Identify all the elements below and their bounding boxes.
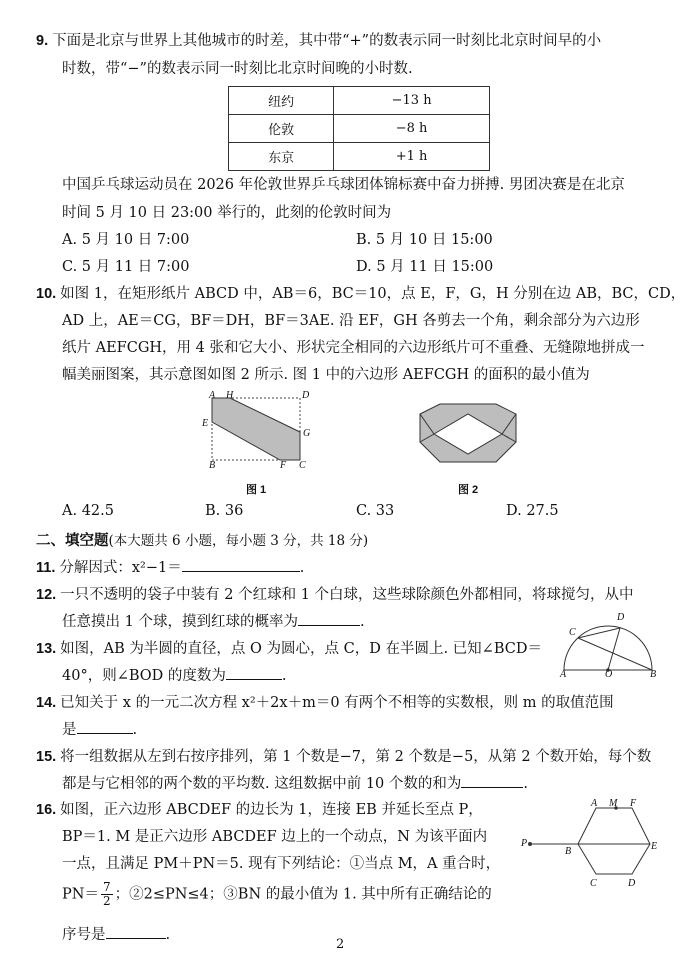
table-row [229, 115, 490, 143]
q13-text-2: 40°，则∠BOD 的度数为 [62, 668, 226, 684]
point-d-label: D [617, 612, 625, 623]
q15-line1 [36, 744, 651, 770]
city-cell: 东京 [229, 143, 334, 171]
city-cell: 伦敦 [229, 115, 334, 143]
q9-text-1: 下面是北京与世界上其他城市的时差，其中带“+”的数表示同一时刻比北京时间早的小 [52, 33, 602, 49]
q10-text-1: 如图 1，在矩形纸片 ABCD 中，AB＝6，BC＝10，点 E，F，G，H 分别在边 AB，BC，CD， [60, 286, 686, 302]
point-h-label: H [226, 390, 234, 401]
q10-line1 [36, 281, 685, 307]
q14-number: 14. [36, 695, 57, 711]
hexagon-aefcgh [212, 398, 300, 460]
q10-option-c[interactable]: C. 33 [356, 503, 395, 519]
point-a-label: A [591, 798, 598, 809]
segment-od [608, 628, 620, 670]
point-f-label: F [280, 460, 287, 471]
q9-option-a[interactable]: A. 5 月 10 日 7:00 [62, 232, 190, 248]
q11-text: 分解因式：x²−1＝ [59, 560, 182, 576]
q12-line1 [36, 582, 634, 608]
timezone-table [228, 86, 490, 171]
point-b-label: B [565, 846, 572, 857]
q14-text-1: 已知关于 x 的一元二次方程 x²＋2x＋m＝0 有两个不相等的实数根，则 m 的取值范围 [60, 695, 614, 711]
segment-cb [578, 638, 652, 670]
q9-number: 9. [36, 33, 49, 49]
figure-2-label: 图 2 [458, 484, 479, 496]
point-g-label: G [303, 428, 311, 439]
q14-answer-blank[interactable] [77, 719, 133, 734]
q15-answer-blank[interactable] [461, 773, 523, 788]
point-c-label: C [299, 460, 306, 471]
q9-line1 [36, 28, 601, 54]
q16-end: . [165, 927, 171, 943]
q11-answer-blank[interactable] [182, 557, 300, 572]
q9-line4: 时间 5 月 10 日 23:00 举行的，此刻的伦敦时间为 [62, 205, 392, 221]
table-row [229, 87, 490, 115]
point-o-label: O [605, 669, 613, 680]
q10-option-a[interactable]: A. 42.5 [62, 503, 114, 519]
q9-option-b[interactable]: B. 5 月 10 日 15:00 [356, 232, 493, 248]
q11-end: . [299, 560, 305, 576]
q10-line2: AD 上，AE＝CG，BF＝DH，BF＝3AE. 沿 EF，GH 各剪去一个角，剩余部分为六边形 [62, 313, 640, 329]
city-cell: 纽约 [229, 87, 334, 115]
q13-end: . [281, 668, 287, 684]
q16-answer-blank[interactable] [106, 924, 166, 939]
q16-line3: 一点，且满足 PM＋PN＝5. 现有下列结论：①当点 M，A 重合时， [62, 856, 501, 872]
q15-number: 15. [36, 749, 57, 765]
q15-text-1: 将一组数据从左到右按序排列，第 1 个数是−7，第 2 个数是−5，从第 2 个数开始，每个数 [60, 749, 652, 765]
q15-text-2: 都是与它相邻的两个数的平均数. 这组数据中前 10 个数的和为 [62, 776, 462, 792]
q12-end: . [359, 614, 365, 630]
q16-text-5: 序号是 [62, 927, 106, 943]
point-b-label: B [209, 460, 216, 471]
q13-line2 [62, 663, 287, 689]
point-e-label: E [202, 418, 209, 429]
q10-line3: 纸片 AEFCGH，用 4 张和它大小、形状完全相同的六边形纸片可不重叠、无缝隙地拼成一 [62, 340, 645, 356]
q12-text-1: 一只不透明的袋子中装有 2 个红球和 1 个白球，这些球除颜色外都相同，将球搅匀，从中 [60, 587, 634, 603]
q12-answer-blank[interactable] [298, 611, 360, 626]
section-heading [36, 528, 368, 554]
q16-line5 [62, 922, 170, 948]
diff-cell: −13 h [334, 87, 490, 115]
q15-end: . [523, 776, 528, 792]
fraction-numerator: 7 [102, 880, 111, 894]
fraction-denominator: 2 [102, 894, 111, 908]
section-note: (本大题共 6 小题，每小题 3 分，共 18 分) [108, 533, 369, 549]
hexagon-diagram [520, 800, 672, 882]
diff-cell: +1 h [334, 143, 490, 171]
q13-text-1: 如图，AB 为半圆的直径，点 O 为圆心，点 C，D 在半圆上. 已知∠BCD＝ [60, 641, 542, 657]
page-number: 2 [336, 937, 345, 952]
q12-line2 [62, 609, 365, 635]
semicircle-diagram [556, 612, 660, 676]
q16-text-1: 如图，正六边形 ABCDEF 的边长为 1，连接 EB 并延长至点 P， [60, 802, 483, 818]
point-c-label: C [590, 878, 597, 889]
q13-number: 13. [36, 641, 57, 657]
q13-answer-blank[interactable] [226, 665, 282, 680]
q16-text-4a: PN＝ [62, 886, 99, 903]
figure-2-diagram [412, 400, 524, 470]
section-title: 二、填空题 [36, 532, 109, 549]
q9-option-d[interactable]: D. 5 月 11 日 15:00 [356, 259, 494, 275]
q14-text-2: 是 [62, 722, 77, 738]
q13-line1 [36, 636, 542, 662]
point-p-label: P [521, 838, 528, 849]
point-d-label: D [302, 390, 310, 401]
semicircle-arc [564, 626, 652, 670]
q16-line2: BP＝1. M 是正六边形 ABCDEF 边上的一个动点，N 为该平面内 [62, 829, 488, 845]
q14-line1 [36, 690, 614, 716]
point-b-label: B [650, 669, 657, 680]
point-e-label: E [651, 841, 658, 852]
q16-number: 16. [36, 802, 57, 818]
q10-number: 10. [36, 286, 57, 302]
point-a-label: A [209, 390, 216, 401]
q10-option-b[interactable]: B. 36 [205, 503, 244, 519]
hexagon-abcdef [578, 808, 650, 874]
q16-text-4b: ；②2≤PN≤4；③BN 的最小值为 1. 其中所有正确结论的 [114, 886, 492, 903]
q12-text-2: 任意摸出 1 个球，摸到红球的概率为 [62, 614, 298, 630]
figure-1-label: 图 1 [246, 484, 267, 496]
q15-line2 [62, 771, 528, 797]
q11-number: 11. [36, 560, 56, 576]
point-c-label: C [569, 627, 576, 638]
q14-end: . [132, 722, 138, 738]
point-p-dot [528, 842, 532, 846]
table-row [229, 143, 490, 171]
diff-cell: −8 h [334, 115, 490, 143]
q10-line4: 幅美丽图案，其示意图如图 2 所示. 图 1 中的六边形 AEFCGH 的面积的最小值为 [62, 367, 590, 383]
point-d-label: D [628, 878, 636, 889]
q10-option-d[interactable]: D. 27.5 [506, 503, 559, 519]
point-f-label: F [630, 798, 637, 809]
point-a-label: A [560, 669, 567, 680]
fraction-seven-halves [101, 881, 113, 908]
q9-line3: 中国乒乓球运动员在 2026 年伦敦世界乒乓球团体锦标赛中奋力拼搏. 男团决赛是在北京 [62, 177, 625, 193]
q9-line2: 时数，带“−”的数表示同一时刻比北京时间晚的小时数. [62, 61, 413, 77]
q9-option-c[interactable]: C. 5 月 11 日 7:00 [62, 259, 190, 275]
q16-line1 [36, 797, 483, 823]
q14-line2 [62, 717, 137, 743]
q12-number: 12. [36, 587, 57, 603]
q16-line4 [62, 881, 492, 908]
point-m-label: M [609, 798, 618, 809]
q11-line [36, 555, 304, 581]
